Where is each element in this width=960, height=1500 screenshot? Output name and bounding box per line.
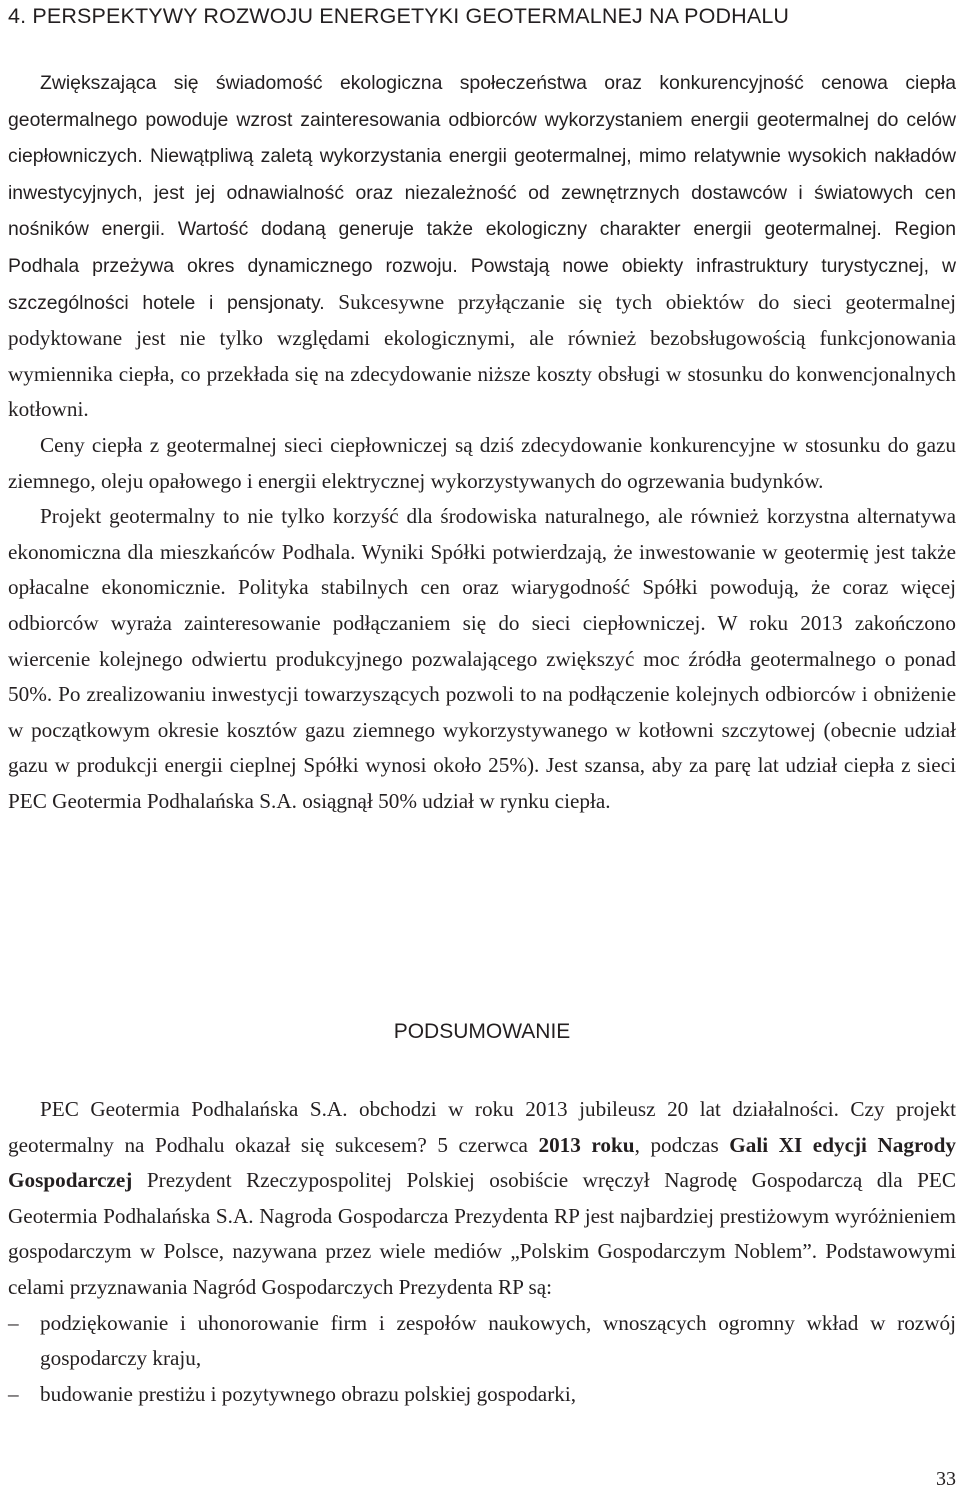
summary-text-3: Prezydent Rzeczypospolitej Polskiej osobiście wręczył Nagrodę Gospodarczą dla PEC Geotermia Podhalańska S.A. Nagroda Gospodarcza Prezydenta RP jest najbardziej prestiżowym wyróżnieniem gospodarczym w Polsce, nazywana przez wiele mediów „Polskim Gospodarczym Noblem”. Podstawowymi celami przyznawania Nagród Gospodarczych Prezydenta RP są: [8,1168,956,1299]
summary-bold-gala: Gali XI edycji Nagrody Gospodarczej [8,1132,956,1193]
paragraph-1-sans-part: Zwiększająca się świadomość ekologiczna społeczeństwa oraz konkurencyjność cenowa ciepła geotermalnego powoduje wzrost zainteresowania odbiorców wykorzystaniem energii geotermalnej do celów ciepłowniczych. Niewątpliwą zaletą wykorzystania energii geotermalnej, mimo relatywnie wysokich nakładów inwestycyjnych, jest jej odnawialność oraz niezależność od zewnętrznych dostawców i światowych cen nośników energii. Wartość dodaną generuje także ekologiczny charakter energii geotermalnej. Region Podhala przeżywa okres dynamicznego rozwoju. Powstają nowe obiekty infrastruktury turystycznej, w szczególności hotele i pensjonaty. [8,72,956,314]
list-item [8,1306,956,1377]
dash-marker: – [8,1381,19,1406]
list-item-text: budowanie prestiżu i pozytywnego obrazu polskiej gospodarki, [40,1381,577,1406]
paragraph-3: Projekt geotermalny to nie tylko korzyść dla środowiska naturalnego, ale również korzystna alternatywa ekonomiczna dla mieszkańców Podhala. Wyniki Spółki potwierdzają, że inwestowanie w geotermię jest także opłacalne ekonomicznie. Polityka stabilnych cen oraz wiarygodność Spółki powodują, że coraz więcej odbiorców wyraża zainteresowanie podłączaniem się do sieci ciepłowniczej. W roku 2013 zakończono wiercenie kolejnego odwiertu produkcyjnego pozwalającego zwiększyć moc źródła geotermalnego o ponad 50%. Po zrealizowaniu inwestycji towarzyszących pozwoli to na podłączenie kolejnych odbiorców i obniżenie w początkowym okresie kosztów gazu ziemnego wykorzystywanego w kotłowni szczytowej (obecnie udział gazu w produkcji energii cieplnej Spółki wynosi około 25%). Jest szansa, aby za parę lat udział ciepła z sieci PEC Geotermia Podhalańska S.A. osiągnął 50% udział w rynku ciepła. [8,504,956,813]
paragraph-2: Ceny ciepła z geotermalnej sieci ciepłowniczej są dziś zdecydowanie konkurencyjne w stosunku do gazu ziemnego, oleju opałowego i energii elektrycznej wykorzystywanych do ogrzewania budynków. [8,432,956,493]
section-heading: 4. PERSPEKTYWY ROZWOJU ENERGETYKI GEOTERMALNEJ NA PODHALU [8,4,790,28]
main-text-block [8,65,956,819]
paragraph-1-serif-part: Sukcesywne przyłączanie się tych obiektów do sieci geotermalnej podyktowane jest nie tylko względami ekologicznymi, ale również bezobsługowością funkcjonowania wymiennika ciepła, co przekłada się na zdecydowanie niższe koszty obsługi w stosunku do konwencjonalnych kotłowni. [8,289,956,422]
summary-heading: PODSUMOWANIE [393,1020,571,1043]
summary-paragraph [8,1092,956,1306]
paragraph-1 [8,65,956,428]
summary-bold-date: 2013 roku [538,1132,635,1157]
summary-text-block [8,1092,956,1412]
dash-marker: – [8,1310,19,1335]
summary-text-1: PEC Geotermia Podhalańska S.A. obchodzi w roku 2013 jubileusz 20 lat działalności. Czy projekt geotermalny na Podhalu okazał się sukcesem? 5 czerwca [8,1097,956,1157]
page-number: 33 [936,1468,956,1490]
list-item-text: podziękowanie i uhonorowanie firm i zespołów naukowych, wnoszących ogromny wkład w rozwój gospodarczy kraju, [40,1310,956,1371]
list-item [8,1377,956,1413]
summary-text-2: , podczas [634,1132,730,1157]
goals-list [8,1306,956,1413]
